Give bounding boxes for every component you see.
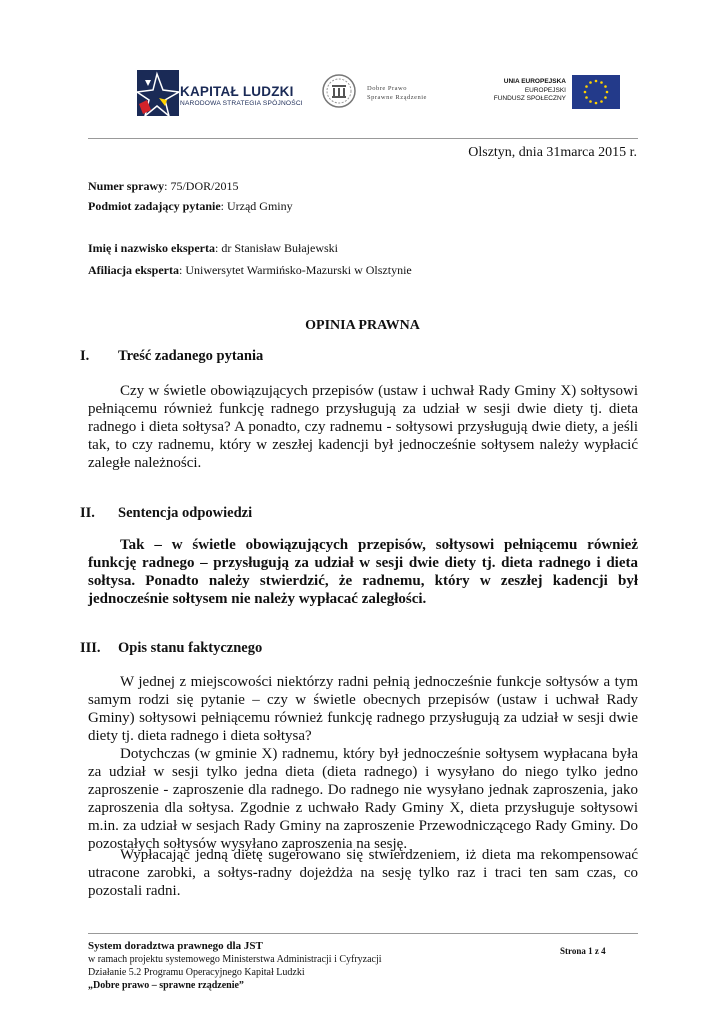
section-2-number: II. bbox=[80, 505, 95, 521]
document-title: OPINIA PRAWNA bbox=[305, 318, 420, 333]
page-number: Strona 1 z 4 bbox=[560, 946, 606, 956]
header-divider bbox=[88, 138, 638, 139]
footer-divider bbox=[88, 933, 638, 934]
eu-line1: UNIA EUROPEJSKA bbox=[503, 78, 566, 85]
expert-name-label: Imię i nazwisko eksperta bbox=[88, 241, 215, 255]
footer-line-4: „Dobre prawo – sprawne rządzenie” bbox=[88, 980, 244, 991]
dobre-prawo-line2: Sprawne Rządzenie bbox=[367, 94, 427, 101]
dobre-prawo-text bbox=[367, 84, 427, 102]
dobre-prawo-emblem-icon bbox=[322, 74, 356, 108]
section-1-number: I. bbox=[80, 348, 90, 364]
requester-line bbox=[88, 197, 293, 215]
case-number-line bbox=[88, 177, 238, 195]
section-3-paragraph-1: W jednej z miejscowości niektórzy radni pełnią jednocześnie funkcje sołtysów a tym samym rodzi się pytanie – czy w świetle obecnych przepisów (ustaw i uchwał Rady Gminy) sołtysowi pełniącemu również funkcję radnego przysługują za udział w sesji dwie diety tj. dieta radnego i dieta sołtysa? bbox=[88, 674, 638, 744]
section-3-title: Opis stanu faktycznego bbox=[118, 640, 263, 656]
eu-line2: EUROPEJSKI bbox=[524, 86, 566, 94]
requester-value: : Urząd Gminy bbox=[220, 199, 293, 213]
eu-flag-icon bbox=[572, 75, 620, 109]
section-3-paragraph-2: Dotychczas (w gminie X) radnemu, który był jednocześnie sołtysem wypłacana była za udział w sesji tylko jedna dieta (dieta radnego) i wysyłano do niego tylko jedno zaproszenie - zaproszenie dla radnego. Do radnego nie wysyłano jednak zaproszenia, jako zaproszenia dla sołtysa. Zgodnie z uchwało Rady Gminy X, dieta przysługuje sołtysowi m.in. za udział w sesjach Rady Gminy na zaproszenie Przewodniczącego Rady Gminy. Do pozostałych sołtysów wysyłano zaproszenia na sesję. bbox=[88, 746, 638, 852]
section-3-paragraph-3: Wypłacając jedną dietę sugerowano się stwierdzeniem, iż dieta ma rekompensować utracone zarobki, a sołtys-radny dojeżdża na sesję tylko raz i traci ten sam czas, co pozostali radni. bbox=[88, 847, 638, 899]
section-3-number: III. bbox=[80, 640, 101, 656]
footer-line-2: w ramach projektu systemowego Ministerstwa Administracji i Cyfryzacji bbox=[88, 954, 382, 965]
section-1-text: Czy w świetle obowiązujących przepisów (ustaw i uchwał Rady Gminy X) sołtysowi pełniącemu również funkcję radnego przysługują za udział w sesji dwie diety tj. dieta radnego i dieta sołtysa? A ponadto, czy radnemu - sołtysowi przysługują dwie diety, a jeśli tak, to czy radnemu, który w zeszłej kadencji był jednocześnie sołtysem należy wypłacić zaległe należności. bbox=[88, 383, 638, 471]
case-number-value: : 75/DOR/2015 bbox=[164, 179, 239, 193]
dobre-prawo-line1: Dobre Prawo bbox=[367, 85, 407, 92]
eu-line3: FUNDUSZ SPOŁECZNY bbox=[493, 95, 566, 102]
expert-affiliation-label: Afiliacja eksperta bbox=[88, 263, 179, 277]
expert-name-value: : dr Stanisław Bułajewski bbox=[215, 241, 338, 255]
document-date: Olsztyn, dnia 31marca 2015 r. bbox=[468, 145, 637, 160]
kapital-ludzki-subtitle: NARODOWA STRATEGIA SPÓJNOŚCI bbox=[180, 100, 303, 107]
footer-info bbox=[88, 940, 382, 992]
footer-line-1: System doradztwa prawnego dla JST bbox=[88, 940, 263, 952]
footer-line-3: Działanie 5.2 Programu Operacyjnego Kapitał Ludzki bbox=[88, 967, 305, 978]
eu-fund-text bbox=[466, 78, 566, 104]
expert-name-line bbox=[88, 239, 338, 257]
case-number-label: Numer sprawy bbox=[88, 179, 165, 193]
section-1-title: Treść zadanego pytania bbox=[118, 348, 264, 364]
kapital-ludzki-title: KAPITAŁ LUDZKI bbox=[180, 84, 294, 99]
requester-label: Podmiot zadający pytanie bbox=[88, 199, 221, 213]
expert-affiliation-value: : Uniwersytet Warmińsko-Mazurski w Olsztynie bbox=[178, 263, 412, 277]
expert-affiliation-line bbox=[88, 261, 412, 279]
section-2-text: Tak – w świetle obowiązujących przepisów, sołtysowi pełniącemu również funkcję radnego – przysługują za udział w sesji dwie diety tj. dieta radnego i dieta sołtysa. Ponadto należy stwierdzić, że radnemu, który w zeszłej kadencji był jednocześnie sołtysem nie należy wypłacać zaległości. bbox=[88, 537, 638, 607]
section-2-title: Sentencja odpowiedzi bbox=[118, 505, 253, 521]
kapital-ludzki-star-logo bbox=[137, 70, 179, 116]
